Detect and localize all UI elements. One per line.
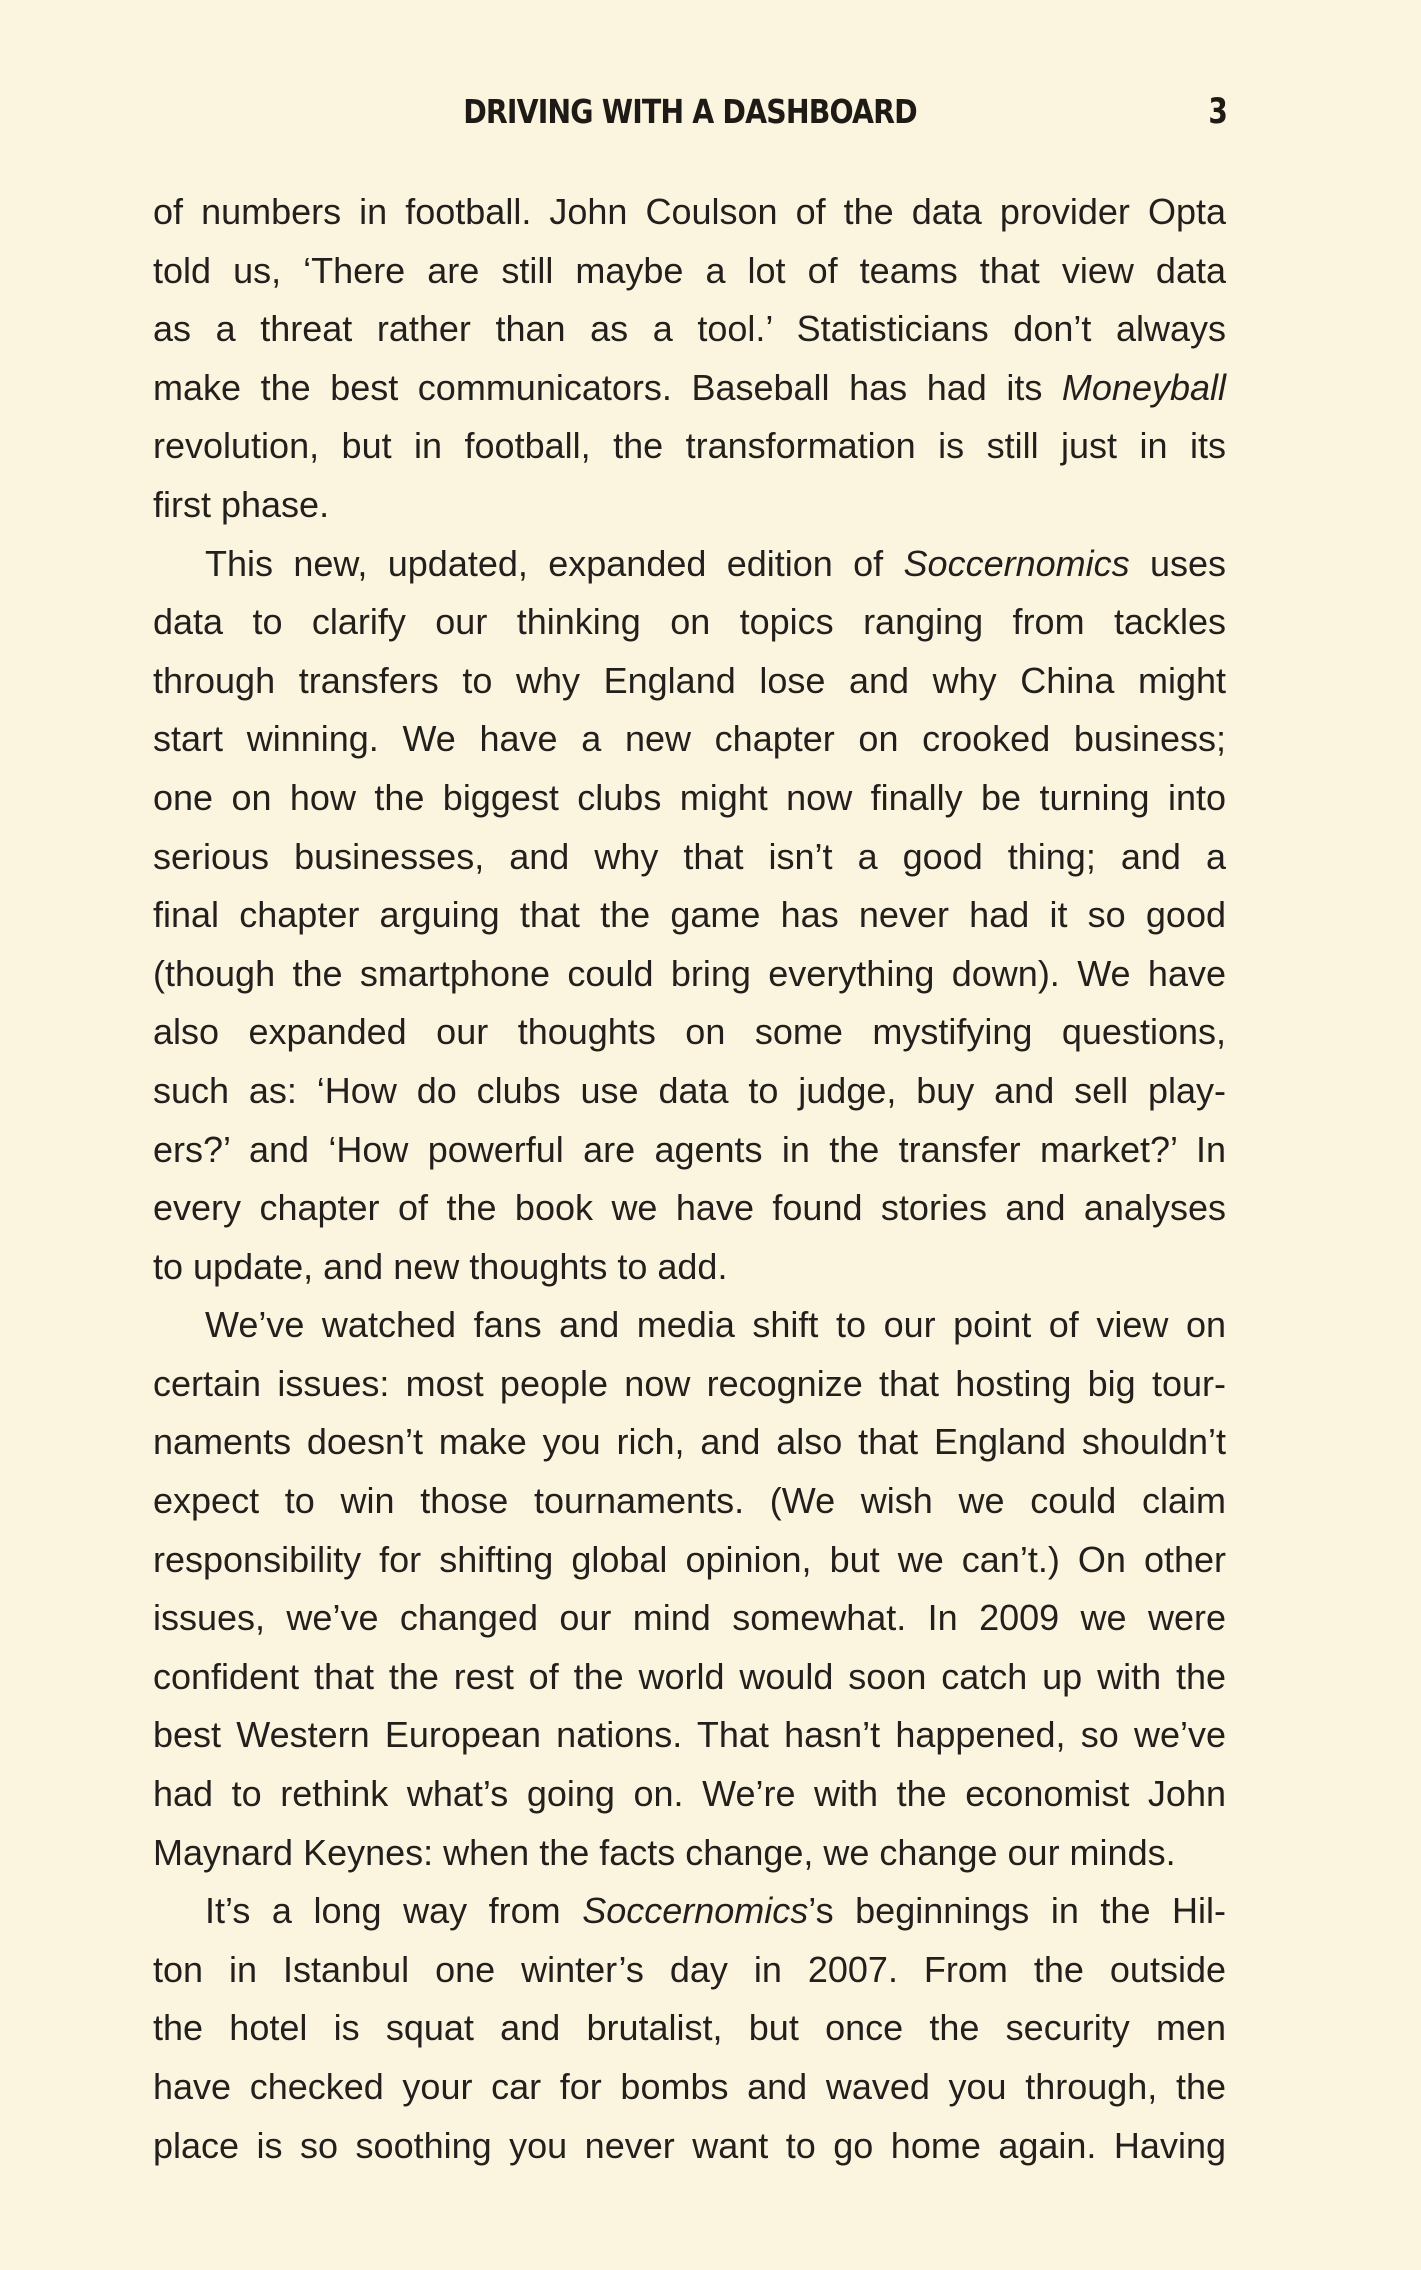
italic-title: Soccernomics <box>903 542 1130 584</box>
text-line: naments doesn’t make you rich, and also that England shouldn’t <box>153 1421 1226 1463</box>
text-line: every chapter of the book we have found stories and analyses <box>153 1187 1226 1229</box>
text-line: It’s a long way from Soccernomics’s beginnings in the Hil- <box>205 1890 1226 1932</box>
text-line: final chapter arguing that the game has never had it so good <box>153 894 1226 936</box>
text-line: such as: ‘How do clubs use data to judge, buy and sell play- <box>153 1069 1226 1111</box>
text-line: place is so soothing you never want to go home again. Having <box>153 2124 1226 2166</box>
page-number: 3 <box>1208 92 1228 132</box>
italic-title: Soccernomics <box>582 1890 809 1932</box>
text-line: told us, ‘There are still maybe a lot of teams that view data <box>153 249 1226 291</box>
text-line: of numbers in football. John Coulson of the data provider Opta <box>153 191 1226 232</box>
text-line: certain issues: most people now recognize that hosting big tour- <box>153 1362 1226 1404</box>
body-text <box>153 183 1226 2175</box>
text-line: We’ve watched fans and media shift to our point of view on <box>205 1304 1226 1346</box>
text-line: one on how the biggest clubs might now finally be turning into <box>153 776 1226 818</box>
text-line: issues, we’ve changed our mind somewhat. In 2009 we were <box>153 1597 1226 1639</box>
text-line: also expanded our thoughts on some mystifying questions, <box>153 1011 1226 1053</box>
text-line: This new, updated, expanded edition of Soccernomics uses <box>205 542 1226 584</box>
paragraph <box>153 1296 1226 1882</box>
running-title: DRIVING WITH A DASHBOARD <box>463 92 917 131</box>
text-line: had to rethink what’s going on. We’re with the economist John <box>153 1773 1226 1815</box>
text-line: through transfers to why England lose and why China might <box>153 659 1226 701</box>
text-line: serious businesses, and why that isn’t a good thing; and a <box>153 835 1226 877</box>
text-line: ers?’ and ‘How powerful are agents in the transfer market?’ In <box>153 1128 1226 1170</box>
text-line: the hotel is squat and brutalist, but once the security men <box>153 2007 1226 2049</box>
text-line: first phase. <box>153 483 330 525</box>
text-line: Maynard Keynes: when the facts change, we change our minds. <box>153 1831 1176 1873</box>
running-head <box>150 92 1230 142</box>
text-line: have checked your car for bombs and waved you through, the <box>153 2066 1226 2107</box>
text-line: (though the smartphone could bring everything down). We have <box>153 952 1226 994</box>
text-line: confident that the rest of the world would soon catch up with the <box>153 1655 1226 1697</box>
text-line: start winning. We have a new chapter on crooked business; <box>153 718 1226 760</box>
italic-title: Moneyball <box>1061 366 1226 408</box>
paragraph <box>153 535 1226 1297</box>
paragraph <box>153 183 1226 535</box>
text-line: data to clarify our thinking on topics ranging from tackles <box>153 601 1226 643</box>
text-line: expect to win those tournaments. (We wish we could claim <box>153 1480 1226 1522</box>
paragraph <box>153 1882 1226 2175</box>
text-line: revolution, but in football, the transformation is still just in its <box>153 425 1226 467</box>
text-line: responsibility for shifting global opinion, but we can’t.) On other <box>153 1538 1226 1580</box>
text-line: make the best communicators. Baseball has had its Moneyball <box>153 366 1226 408</box>
text-line: best Western European nations. That hasn’t happened, so we’ve <box>153 1714 1226 1756</box>
text-line: to update, and new thoughts to add. <box>153 1245 728 1287</box>
text-line: ton in Istanbul one winter’s day in 2007. From the outside <box>153 1948 1226 1990</box>
text-line: as a threat rather than as a tool.’ Statisticians don’t always <box>153 308 1226 350</box>
